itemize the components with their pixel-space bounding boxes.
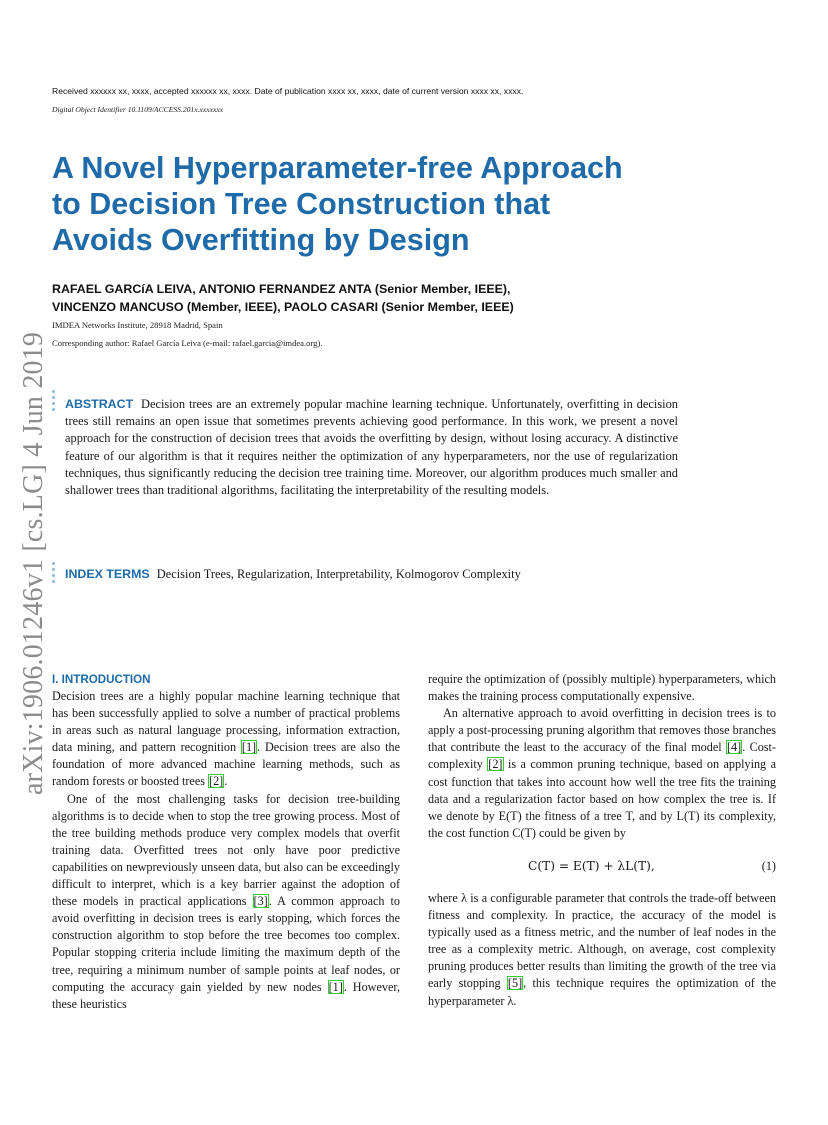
citation-link[interactable]: [5]: [507, 976, 523, 991]
doi-line: Digital Object Identifier 10.1109/ACCESS.201x.xxxxxxx: [52, 105, 224, 114]
abstract: [65, 396, 678, 499]
citation-link[interactable]: [3]: [253, 894, 268, 909]
intro-p2-text-c: . However, these heuristics: [52, 979, 401, 1011]
author-list: [52, 280, 514, 316]
index-terms: [65, 566, 765, 583]
index-terms-marker-dots: [52, 562, 56, 586]
intro-p4-text-b: , this technique requires the optimization of the hyperparameter λ.: [428, 976, 776, 1008]
citation-link[interactable]: [1]: [328, 979, 343, 994]
affiliation: IMDEA Networks Institute, 28918 Madrid, Spain: [52, 320, 223, 330]
citation-link[interactable]: [2]: [488, 757, 503, 772]
index-terms-label: INDEX TERMS: [65, 567, 150, 581]
index-terms-text: Decision Trees, Regularization, Interpretability, Kolmogorov Complexity: [156, 567, 521, 581]
citation-link[interactable]: [2]: [209, 774, 224, 789]
right-column: [428, 671, 776, 1010]
section-heading-introduction: I. INTRODUCTION: [52, 673, 151, 686]
equation-number: (1): [761, 858, 776, 873]
intro-p2-text-a: One of the most challenging tasks for decision tree-building algorithms is to decide when to stop the tree growing process. Most of the tree building methods produce very complex models that overfit training data. Overfitted trees not only have poor predictive capabilities on newpreviously unseen data, but also can be exceedingly difficult to interpret, which is a key barrier against the adoption of these models in practical applications: [52, 791, 400, 909]
abstract-marker-dots: [52, 390, 56, 414]
authors-line-2: VINCENZO MANCUSO (Member, IEEE), PAOLO CASARI (Senior Member, IEEE): [52, 300, 514, 314]
intro-p1-text-c: .: [224, 774, 228, 789]
title-line-1: A Novel Hyperparameter-free Approach: [52, 151, 623, 185]
citation-link[interactable]: [4]: [726, 740, 742, 755]
received-line: Received xxxxxx xx, xxxx, accepted xxxxxx xx, xxxx. Date of publication xxxx xx, xxxx, date of current version xxxx xx, xxxx.: [52, 86, 524, 96]
intro-p2-text-continued: require the optimization of (possibly multiple) hyperparameters, which makes the training process computationally expensive.: [428, 672, 776, 704]
abstract-text: Decision trees are an extremely popular machine learning technique. Unfortunately, overfitting in decision trees still remains an open issue that sometimes prevents achieving good performance. In this work, we present a novel approach for the construction of decision trees that avoids the overfitting by design, without losing accuracy. A distinctive feature of our algorithm is that it requires neither the optimization of any hyperparameters, nor the use of regularization techniques, thus significantly reducing the decision tree training time. Moreover, our algorithm produces much smaller and shallower trees than traditional algorithms, facilitating the interpretability of the resulting models.: [65, 397, 678, 498]
intro-paragraph-4: [428, 890, 776, 1010]
intro-p4-text-a: where λ is a configurable parameter that controls the trade-off between fitness and complexity. In practice, the accuracy of the model is typically used as a fitness metric, and the number of leaf nodes in the tree as a complexity metric. Although, on average, cost complexity pruning produces better results than limiting the growth of the tree via early stopping: [428, 890, 776, 991]
intro-p2-text-b: . A common approach to avoid overfitting in decision trees is early stopping, which forces the construction algorithm to stop before the tree becomes too complex. Popular stopping criteria include limiting the maximum depth of the tree, requiring a minimum number of sample points at leaf nodes, or computing the accuracy gain yielded by new nodes: [52, 894, 400, 994]
paper-title: [52, 150, 752, 258]
intro-p3-text-a: An alternative approach to avoid overfitting in decision trees is to apply a post-processing pruning algorithm that removes those branches that contribute the least to the accuracy of the final model: [428, 706, 776, 755]
abstract-label: ABSTRACT: [65, 397, 134, 411]
title-line-3: Avoids Overfitting by Design: [52, 223, 470, 257]
arxiv-stamp: arXiv:1906.01246v1 [cs.LG] 4 Jun 2019: [18, 331, 49, 795]
equation-body: C(T) = E(T) + λL(T),: [528, 858, 655, 873]
intro-p3-text-c: is a common pruning technique, based on applying a cost function that takes into account how well the tree fits the training data and a regularization factor based on how complex the tree is. If we denote by E(T) the fitness of a tree T, and by L(T) its complexity, the cost function C(T) could be given by: [428, 757, 776, 840]
equation-1: [428, 850, 776, 884]
intro-paragraph-1: [52, 688, 400, 791]
intro-p1-text-b: . Decision trees are also the foundation of more advanced machine learning methods, such as random forests or boosted trees: [52, 740, 400, 789]
intro-p3-text-b: . Cost-complexity: [428, 740, 776, 772]
corresponding-author: Corresponding author: Rafael García Leiva (e-mail: rafael.garcia@imdea.org).: [52, 338, 323, 348]
authors-line-1: RAFAEL GARCíA LEIVA, ANTONIO FERNANDEZ ANTA (Senior Member, IEEE),: [52, 282, 511, 296]
left-column: [52, 671, 400, 1013]
intro-p1-text-a: Decision trees are a highly popular machine learning technique that has been successfully applied to solve a number of practical problems in areas such as natural language processing, information extraction, data mining, and pattern recognition: [52, 689, 400, 755]
title-line-2: to Decision Tree Construction that: [52, 187, 551, 221]
citation-link[interactable]: [1]: [241, 740, 257, 755]
intro-paragraph-3: [428, 705, 776, 842]
intro-paragraph-2-continued: [428, 671, 776, 705]
intro-paragraph-2: [52, 791, 400, 1013]
